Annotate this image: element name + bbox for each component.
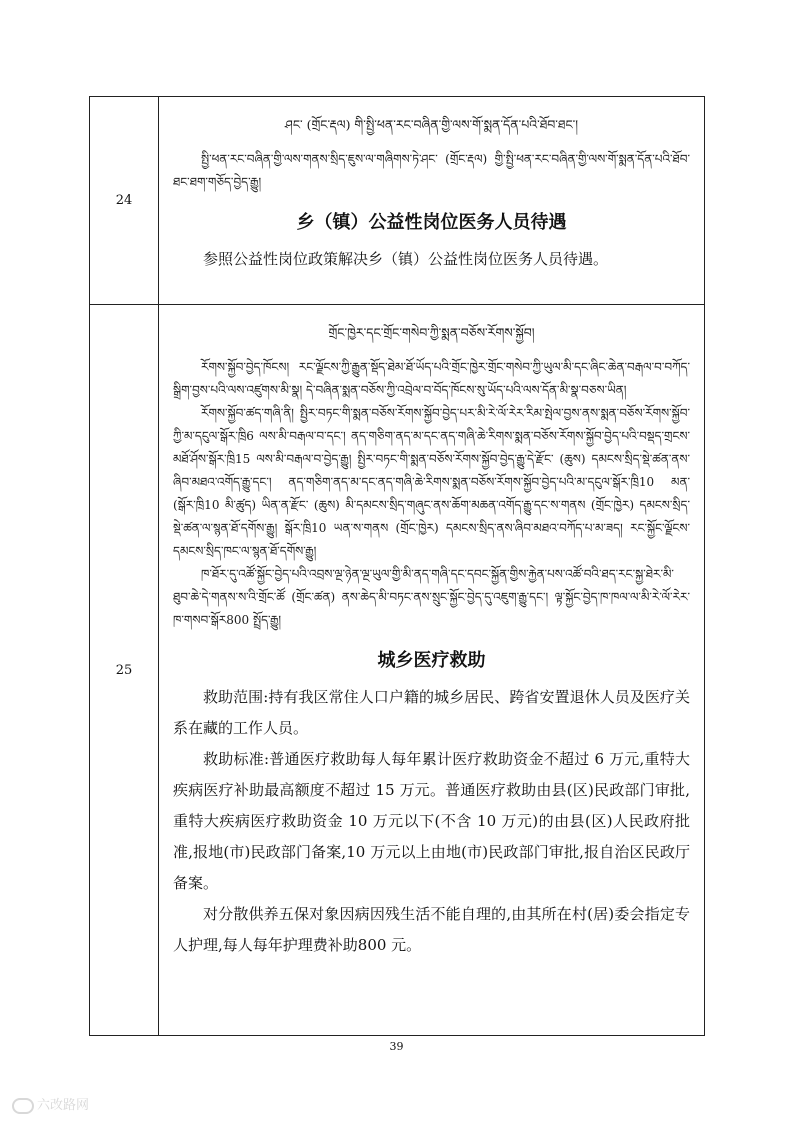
row-content	[159, 305, 705, 1036]
watermark-text: 六改路网	[37, 1098, 90, 1113]
section-paragraph: 对分散供养五保对象因病因残生活不能自理的,由其所在村(居)委会指定专人护理,每人每年护理费补助800 元。	[173, 905, 690, 954]
content-table	[89, 96, 705, 1036]
table-row	[90, 97, 705, 305]
watermark-logo-icon	[12, 1098, 34, 1114]
section-title: 乡（镇）公益性岗位医务人员待遇	[296, 212, 567, 233]
tibetan-paragraph: ཁ་ཐོར་དུ་འཚོ་སྐྱོང་བྱེད་པའི་འབྲས་ལྔ་ཉེན་ལྔ་ཡུལ་གྱི་མི་ནད་གཞི་དང་དབང་སྐྱོན་གྱིས་རྐྱེན་པས་འཚོ་བའི་ཐད་རང་སྐྱ་ཐེར་མི་ཐུབ་ཆེ་དེ་གནས་ས་འི་གྲོང་ཚོ (གྲོང་ཚན) ནས་ཆེད་མི་བཏང་ནས་སྲུང་སྐྱོང་བྱེད་དུ་འཇུག་རྒྱུ་དང་། ལྟ་སྐྱོང་བྱེད་ཁ་ཁལ་ལ་མི་རེ་ལོ་རེར་ཁ་གསབ་སྒོར800 སྤྲོད་རྒྱུ།	[173, 567, 690, 627]
tibetan-paragraph: རོགས་སྐྱོབ་བྱེད་ཁོངས། རང་ལྗོངས་ཀྱི་རྒྱུན་སྡོད་ཐེམ་ཐོ་ཡོད་པའི་གྲོང་ཁྱེར་གྲོང་གསེབ་ཀྱི་ཡུལ་མི་དང་ཞིང་ཆེན་བརྒལ་བ་བཀོད་སྒྲིག་བྱས་པའི་ལས་འཛུགས་མི་སྣ། དེ་བཞིན་སྨན་བཅོས་ཀྱི་འབྲེལ་བ་བོད་ཁོངས་སུ་ཡོད་པའི་ལས་དོན་མི་སྣ་བཅས་ཡིན།	[173, 360, 690, 397]
tibetan-paragraph: སྤྱི་ཕན་རང་བཞིན་གྱི་ལས་གནས་སྲིད་ཇུས་ལ་གཞིགས་ཏེ་ཤང་ (གྲོང་རྡལ) གྱི་སྤྱི་ཕན་རང་བཞིན་གྱི་ལས་གོ་སྨན་དོན་པའི་ཐོབ་ཐང་ཐག་གཅོད་བྱེད་རྒྱུ།	[173, 152, 690, 189]
section-paragraph: 救助标准:普通医疗救助每人每年累计医疗救助资金不超过 6 万元,重特大疾病医疗补助最高额度不超过 15 万元。普通医疗救助由县(区)民政部门审批,重特大疾病医疗救助资金 10 万元以下(不含 10 万元)的由县(区)人民政府批准,报地(市)民政部门备案,10 万元以上由地(市)民政部门审批,报自治区民政厅备案。	[173, 750, 690, 892]
row-number: 24	[90, 97, 159, 305]
section-paragraph: 救助范围:持有我区常住人口户籍的城乡居民、跨省安置退休人员及医疗关系在藏的工作人员。	[173, 688, 690, 737]
tibetan-heading: གྲོང་ཁྱེར་དང་གྲོང་གསེབ་ཀྱི་སྨན་བཅོས་རོགས་སྐྱོབ།	[328, 325, 535, 340]
row-content	[159, 97, 705, 305]
tibetan-paragraph: རོགས་སྐྱོབ་ཚད་གཞི་ནི། སྤྱིར་བཏང་གི་སྨན་བཅོས་རོགས་སྐྱོབ་བྱེད་པར་མི་རེ་ལོ་རེར་རིམ་སྤེལ་བྱས་ནས་སྨན་བཅོས་རོགས་སྐྱོབ་ཀྱི་མ་དངུལ་སྒོར་ཁྲི6 ལས་མི་བརྒལ་བ་དང་། ནད་གཅིག་ནད་མ་དང་ནད་གཞི་ཆེ་རིགས་སྨན་བཅོས་རོགས་སྐྱོབ་བྱེད་པའི་བསྡད་གྲངས་མཐོ་ཤོས་སྒོར་ཁྲི15 ལས་མི་བརྒལ་བ་བྱེད་རྒྱུ། སྤྱིར་བཏང་གི་སྨན་བཅོས་རོགས་སྐྱོབ་བྱེད་རྒྱུ་དེ་རྫོང་ (ཆུས) དམངས་སྲིད་སྡེ་ཚན་ནས་ཞིབ་མཐའ་འགོད་རྒྱུ་དང་། ནད་གཅིག་ནད་མ་དང་ནད་གཞི་ཆེ་རིགས་སྨན་བཅོས་རོགས་སྐྱོབ་བྱེད་པའི་མ་དངུལ་སྒོར་ཁྲི10 མན་ (སྒོར་ཁྲི10 མི་ཚུད) ཡིན་ན་རྫོང་ (ཆུས) མི་དམངས་སྲིད་གཞུང་ནས་ཆོག་མཆན་འགོད་རྒྱུ་དང་ས་གནས (གྲོང་ཁྱེར) དམངས་སྲིད་སྡེ་ཚན་ལ་སྙན་ཐོ་དགོས་རྒྱུ། སྒོར་ཁྲི10 ཡན་ས་གནས (གྲོང་ཁྱེར) དམངས་སྲིད་ནས་ཞིབ་མཐའ་བཀོད་པ་མ་ཟད། རང་སྐྱོང་ལྗོངས་དམངས་སྲིད་ཁང་ལ་སྙན་ཐོ་དགོས་རྒྱུ།	[173, 406, 690, 558]
table-row	[90, 305, 705, 1036]
watermark	[12, 1094, 89, 1114]
row-number: 25	[90, 305, 159, 1036]
page-number: 39	[389, 1040, 404, 1053]
section-title: 城乡医疗救助	[377, 650, 486, 671]
tibetan-heading: ཤང་ (གྲོང་རྡལ) གི་སྤྱི་ཕན་རང་བཞིན་གྱི་ལས་གོ་སྨན་དོན་པའི་ཐོབ་ཐང་།	[284, 117, 579, 132]
section-body: 参照公益性岗位政策解决乡（镇）公益性岗位医务人员待遇。	[203, 250, 609, 268]
